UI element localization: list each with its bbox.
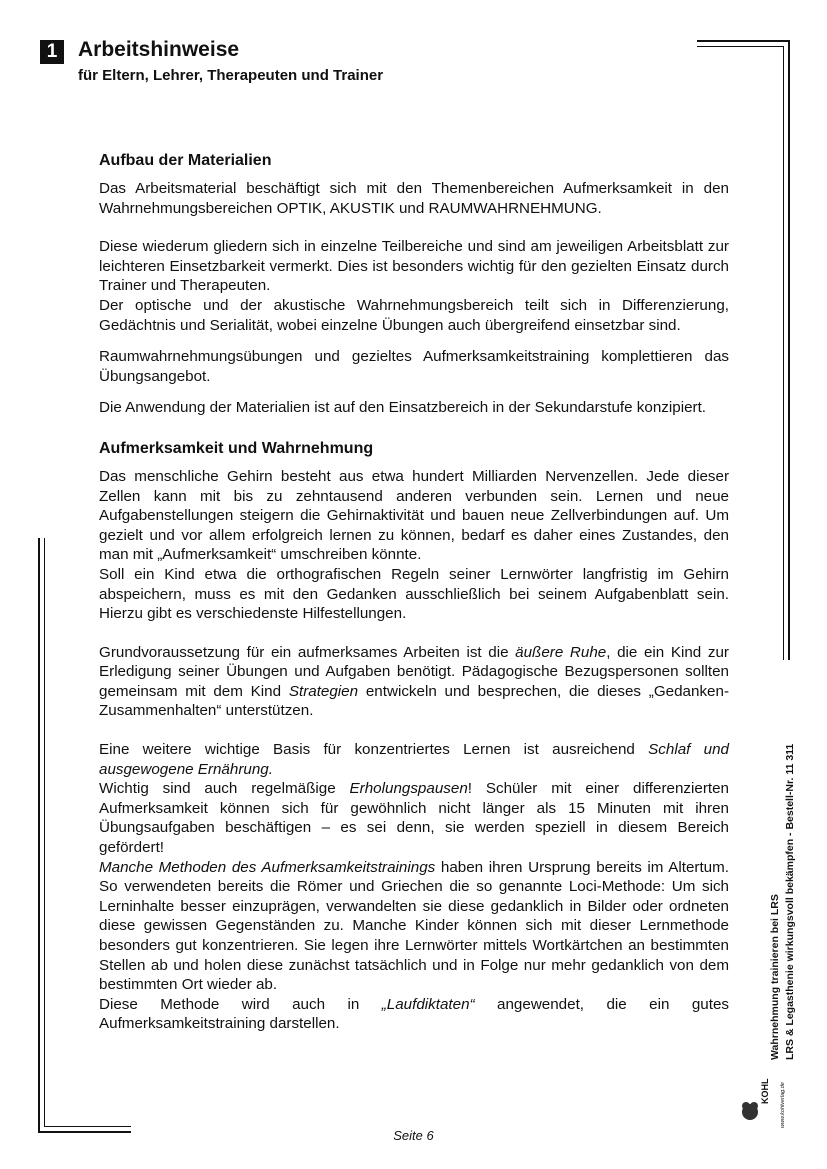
page-subtitle: für Eltern, Lehrer, Therapeuten und Trainer bbox=[78, 67, 384, 84]
frame-top-inner bbox=[697, 46, 784, 47]
sidebar-line-order: LRS & Legasthenie wirkungsvoll bekämpfen - Bestell-Nr. 11 311 bbox=[784, 743, 796, 1060]
main-content bbox=[99, 150, 729, 1034]
page-title: Arbeitshinweise bbox=[78, 38, 240, 61]
paragraph: Der optische und der akustische Wahrnehmungsbereich teilt sich in Differenzierung, Gedächtnis und Serialität, wobei einzelne Übungen auch übergreifend einsetzbar sind. bbox=[99, 296, 729, 334]
frame-bottom-inner bbox=[44, 1126, 131, 1127]
section-heading-aufmerksamkeit: Aufmerksamkeit und Wahrnehmung bbox=[99, 439, 374, 457]
paragraph: Diese wiederum gliedern sich in einzelne Teilbereiche und sind am jeweiligen Arbeitsblatt zur leichteren Einsetzbarkeit vermerkt. Dies ist besonders wichtig für den gezielten Einsatz durch Trainer und Therapeuten. bbox=[99, 238, 729, 295]
logo-text: KOHL bbox=[760, 1078, 770, 1104]
page-number: Seite 6 bbox=[393, 1128, 434, 1143]
paragraph: Die Anwendung der Materialien ist auf den Einsatzbereich in der Sekundarstufe konzipiert. bbox=[99, 399, 707, 417]
frame-right-inner bbox=[783, 46, 784, 660]
frame-top-outer bbox=[697, 40, 790, 42]
paragraph: Eine weitere wichtige Basis für konzentriertes Lernen ist ausreichend Schlaf und ausgewogene Ernährung. bbox=[99, 741, 729, 778]
frame-left-outer bbox=[38, 538, 40, 1133]
paragraph: Diese Methode wird auch in „Laufdiktaten“ angewendet, die ein gutes Aufmerksamkeitstraining darstellen. bbox=[99, 995, 730, 1033]
paragraph: Grundvoraussetzung für ein aufmerksames Arbeiten ist die äußere Ruhe, die ein Kind zur Erledigung seiner Übungen und Aufgaben benötigt. Pädagogische Bezugspersonen sollten gemeinsam mit dem Kind Strategien entwickeln und besprechen, die dieses „Gedanken-Zusammenhalten“ unterstützen. bbox=[99, 643, 729, 720]
section-heading-aufbau: Aufbau der Materialien bbox=[99, 152, 272, 169]
paragraph: Das menschliche Gehirn besteht aus etwa hundert Milliarden Nervenzellen. Jede dieser Zellen kann mit bis zu zehntausend anderen verbunden sein. Lernen und neue Aufgabenstellungen steigern die Gehirnaktivität und bauen neue Zellverbindungen auf. Um gezielt und vor allem erfolgreich lernen zu können, bedarf es daher eines Zustandes, den man mit „Aufmerksamkeit“ umschreiben könnte. bbox=[99, 467, 729, 564]
paragraph: Wichtig sind auch regelmäßige Erholungspausen! Schüler mit einer differenzierten Aufmerksamkeit können sich für gewöhnlich nicht länger als 15 Minuten mit ihren Übungsaufgaben beschäftigen – es sei denn, sie werden speziell in diesem Bereich gefördert! bbox=[99, 780, 729, 857]
paragraph: Das Arbeitsmaterial beschäftigt sich mit den Themenbereichen Aufmerksamkeit in den Wahrnehmungsbereichen OPTIK, AKUSTIK und RAUMWAHRNEHMUNG. bbox=[99, 180, 729, 217]
paragraph: Soll ein Kind etwa die orthografischen Regeln seiner Lernwörter langfristig im Gehirn abspeichern, muss es mit den Gedanken ausschließlich bei seinem Aufgabenblatt sein. Hierzu gibt es verschiedenste Hilfestellungen. bbox=[99, 565, 729, 623]
chapter-number: 1 bbox=[40, 40, 64, 64]
paragraph: Manche Methoden des Aufmerksamkeitstrainings haben ihren Ursprung bereits im Altertum. So verwendeten bereits die Römer und Griechen die so genannte Loci-Methode: Um sich Lerninhalte besser einzuprägen, verwandelten sie diese gedanklich in Bilder oder ordneten diese gewissen Gegenständen zu. Manche Kinder können sich mit dieser Lernmethode besonders gut konzentrieren. Sie legen ihre Lernwörter mittels Wortkärtchen an bestimmten Stellen ab und holen diese zunächst tatsächlich und in Folge nur mehr gedanklich von dem bestimmten Ort wieder ab. bbox=[99, 858, 729, 994]
kohl-verlag-logo bbox=[738, 1040, 790, 1130]
sidebar-line-title: Wahrnehmung trainieren bei LRS bbox=[769, 894, 781, 1060]
paragraph: Raumwahrnehmungsübungen und gezieltes Aufmerksamkeitstraining komplettieren das Übungsangebot. bbox=[99, 348, 729, 385]
sidebar-product-info bbox=[768, 640, 798, 1060]
frame-left-inner bbox=[44, 538, 45, 1126]
frame-right-outer bbox=[788, 40, 790, 660]
logo-url: www.kohlverlag.de bbox=[780, 1082, 786, 1128]
